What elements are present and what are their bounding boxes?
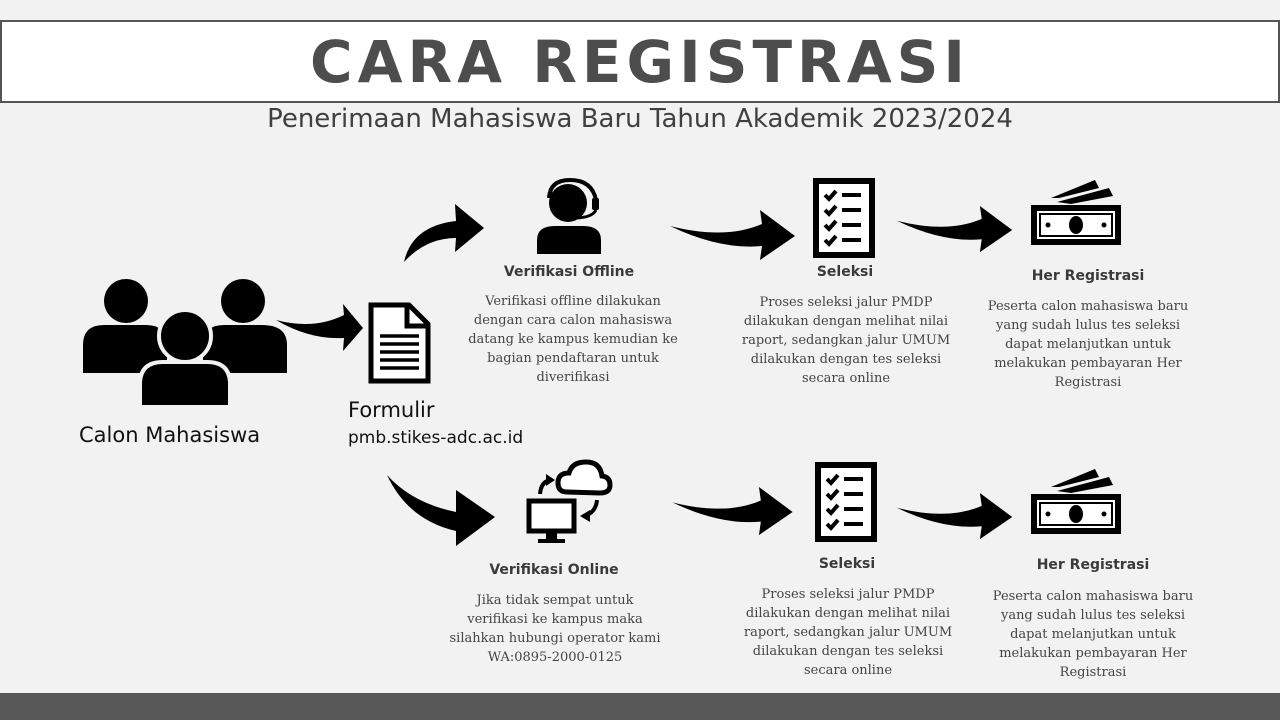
online-select-desc: Proses seleksi jalur PMDP dilakukan dengan melihat nilai raport, sedangkan jalur UMUM dilakukan dengan tes seleksi secara online bbox=[743, 587, 953, 678]
arrow-to-selection-offline bbox=[670, 210, 795, 260]
money-icon bbox=[1034, 469, 1118, 531]
offline-register-desc: Peserta calon mahasiswa baru yang sudah lulus tes seleksi dapat melanjutkan untuk melakukan pembayaran Her Registrasi bbox=[987, 299, 1189, 390]
offline-select-title: Seleksi bbox=[816, 264, 874, 280]
arrow-to-selection-online bbox=[672, 487, 792, 535]
support-agent-icon bbox=[537, 180, 601, 254]
page-subtitle: Penerimaan Mahasiswa Baru Tahun Akademik 2023/2024 bbox=[267, 104, 1013, 134]
online-register-title: Her Registrasi bbox=[1036, 557, 1150, 573]
group-users-icon bbox=[83, 279, 287, 407]
arrow-to-register-online bbox=[897, 493, 1012, 539]
offline-verify-desc: Verifikasi offline dilakukan dengan cara calon mahasiswa datang ke kampus kemudian ke bagian pendaftaran untuk diverifikasi bbox=[468, 294, 678, 385]
online-select-title: Seleksi bbox=[818, 556, 876, 572]
footer-bar bbox=[0, 693, 1280, 720]
form-url: pmb.stikes-adc.ac.id bbox=[348, 428, 524, 448]
arrow-to-offline bbox=[404, 204, 484, 262]
offline-verify-title: Verifikasi Offline bbox=[503, 264, 635, 280]
arrow-to-form bbox=[276, 304, 363, 351]
checklist-icon bbox=[818, 465, 874, 539]
document-icon bbox=[371, 305, 428, 381]
arrow-to-register-offline bbox=[897, 206, 1012, 252]
online-verify-title: Verifikasi Online bbox=[489, 562, 619, 578]
start-label: Calon Mahasiswa bbox=[79, 423, 261, 447]
form-label: Formulir bbox=[348, 398, 435, 422]
arrow-to-online bbox=[387, 475, 495, 546]
page-title: CARA REGISTRASI bbox=[310, 27, 970, 96]
offline-select-desc: Proses seleksi jalur PMDP dilakukan dengan melihat nilai raport, sedangkan jalur UMUM dilakukan dengan tes seleksi secara online bbox=[741, 295, 951, 386]
online-register-desc: Peserta calon mahasiswa baru yang sudah lulus tes seleksi dapat melanjutkan untuk melakukan pembayaran Her Registrasi bbox=[992, 589, 1194, 680]
cloud-sync-computer-icon bbox=[529, 462, 610, 543]
money-icon bbox=[1034, 180, 1118, 242]
checklist-icon bbox=[816, 181, 872, 255]
online-verify-desc: Jika tidak sempat untuk verifikasi ke kampus maka silahkan hubungi operator kami WA:0895-2000-0125 bbox=[449, 593, 661, 665]
offline-register-title: Her Registrasi bbox=[1031, 268, 1145, 284]
